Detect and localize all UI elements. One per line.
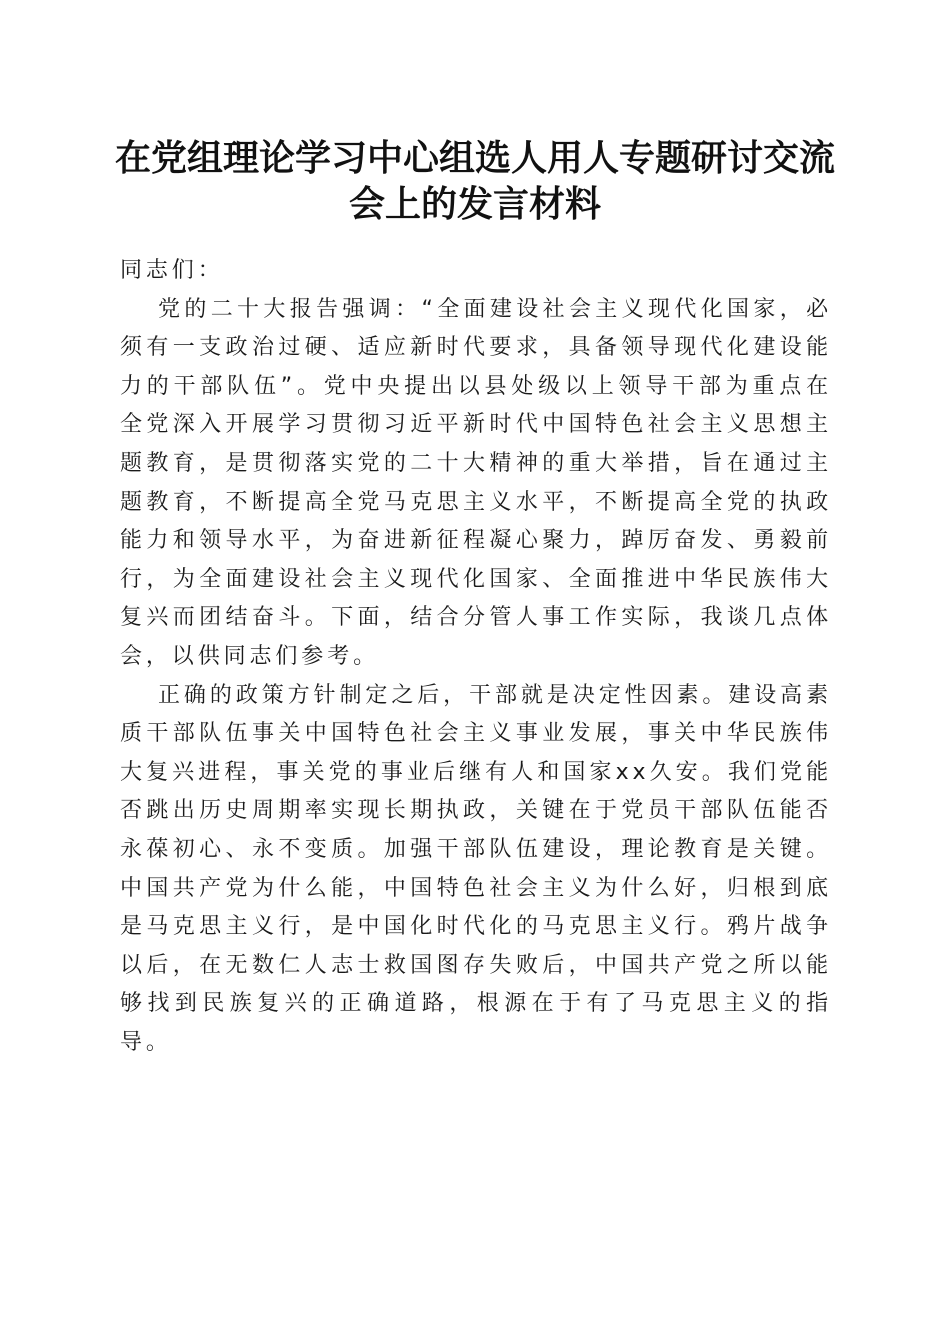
paragraph-1: 党的二十大报告强调：“全面建设社会主义现代化国家，必须有一支政治过硬、适应新时代要求，具备领导现代化建设能力的干部队伍”。党中央提出以县处级以上领导干部为重点在全党深入开展学习贯彻习近平新时代中国特色社会主义思想主题教育，是贯彻落实党的二十大精神的重大举措，旨在通过主题教育，不断提高全党马克思主义水平，不断提高全党的执政能力和领导水平，为奋进新征程凝心聚力，踔厉奋发、勇毅前行，为全面建设社会主义现代化国家、全面推进中华民族伟大复兴而团结奋斗。下面，结合分管人事工作实际，我谈几点体会，以供同志们参考。 — [120, 296, 832, 669]
salutation: 同志们： — [120, 258, 224, 283]
document-body — [120, 252, 832, 1062]
document-title: 在党组理论学习中心组选人用人专题研讨交流会上的发言材料 — [114, 137, 835, 225]
paragraph-2: 正确的政策方针制定之后，干部就是决定性因素。建设高素质干部队伍事关中国特色社会主义事业发展，事关中华民族伟大复兴进程，事关党的事业后继有人和国家xx久安。我们党能否跳出历史周期率实现长期执政，关键在于党员干部队伍能否永葆初心、永不变质。加强干部队伍建设，理论教育是关键。中国共产党为什么能，中国特色社会主义为什么好，归根到底是马克思主义行，是中国化时代化的马克思主义行。鸦片战争以后，在无数仁人志士救国图存失败后，中国共产党之所以能够找到民族复兴的正确道路，根源在于有了马克思主义的指导。 — [120, 682, 832, 1055]
